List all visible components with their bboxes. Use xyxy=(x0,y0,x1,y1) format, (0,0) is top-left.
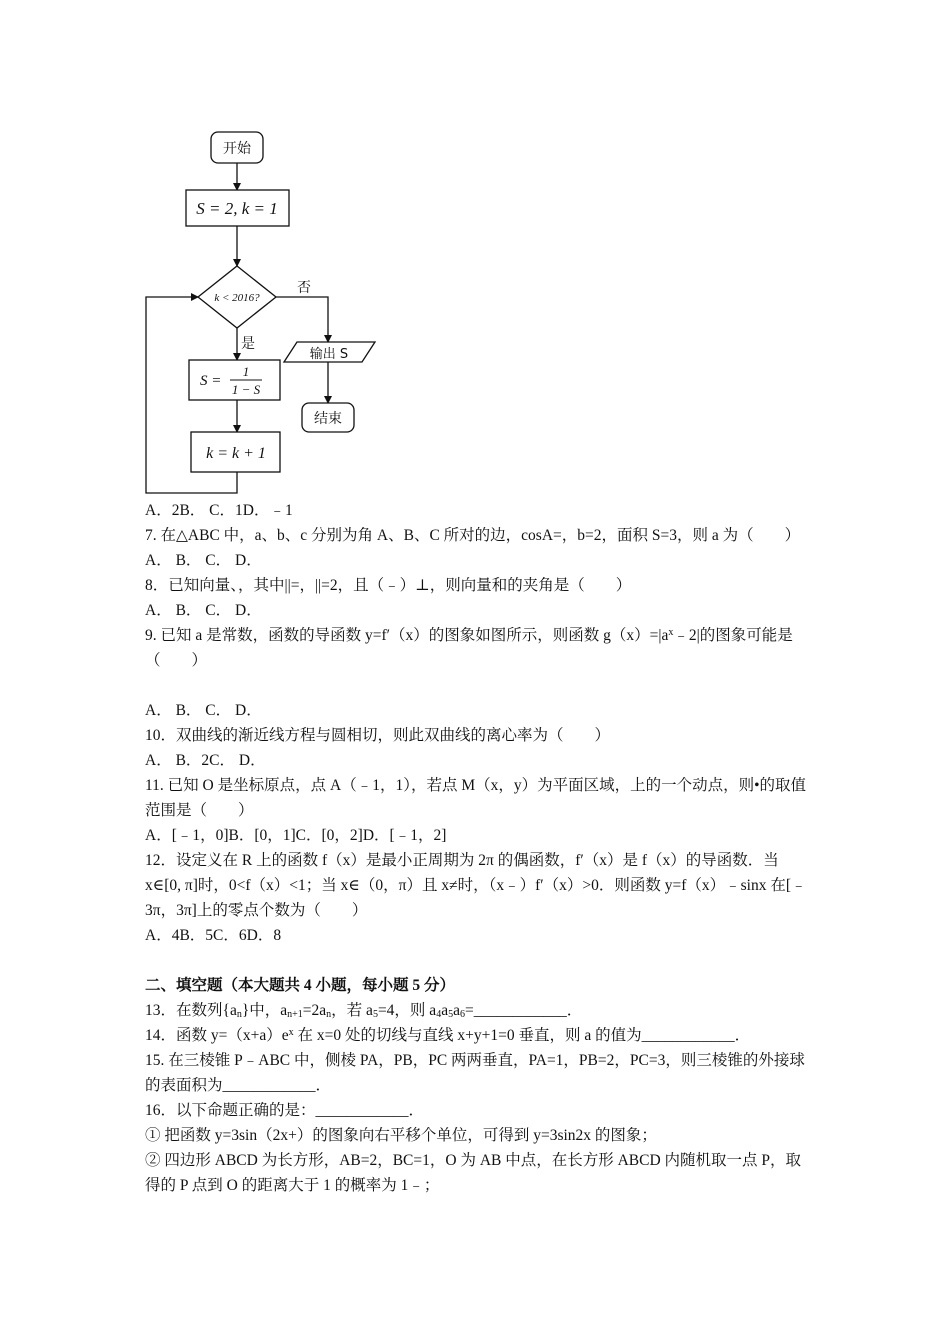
q15-stem: 15. 在三棱锥 P﹣ABC 中，侧棱 PA，PB，PC 两两垂直，PA=1，PB=2，PC=3，则三棱锥的外接球的表面积为____________． xyxy=(145,1052,805,1094)
q7-stem: 7. 在△ABC 中，a、b、c 分别为角 A、B、C 所对的边，cosA=，b=2，面积 S=3，则 a 为（ ） xyxy=(145,527,801,544)
q8-options: A． B． C． D． xyxy=(145,602,262,619)
flowchart-end-label: 结束 xyxy=(314,411,342,427)
flowchart-update-lhs: S = xyxy=(200,373,222,389)
q8-stem: 8．已知向量、，其中||=，||=2，且（﹣）⊥，则向量和的夹角是（ ） xyxy=(145,577,632,594)
q16-stem: 16．以下命题正确的是：____________． xyxy=(145,1102,425,1119)
flowchart-diagram xyxy=(140,128,390,498)
blank-line xyxy=(145,673,815,698)
flowchart-condition-label: k < 2016? xyxy=(214,292,260,304)
q12-stem: 12．设定义在 R 上的函数 f（x）是最小正周期为 2π 的偶函数，f′（x）是 f（x）的导函数．当 x∈[0, π]时，0<f（x）<1；当 x∈（0，π）且 x≠时，（x﹣）f′（x）>0．则函数 y=f（x）﹣sinx 在[﹣3π，3π]上的零点个数为（ ） xyxy=(145,852,807,919)
q11-stem: 11. 已知 O 是坐标原点，点 A（﹣1，1），若点 M（x，y）为平面区域，上的一个动点，则•的取值范围是（ ） xyxy=(145,777,807,819)
q6-options: A．2B． C．1D．﹣1 xyxy=(145,502,293,519)
q13-stem: 13．在数列$\{a_n\}$中，$a_{n+1}=2a_n$，若 $a_5=4$，则 $a_4a_5a_6=\_\_\_\_\_\_\_\_\_\_\_\_$． xyxy=(145,1002,583,1020)
q9-options: A． B． C． D． xyxy=(145,702,262,719)
blank-line xyxy=(145,948,815,973)
flowchart-init-label: S = 2, k = 1 xyxy=(196,199,278,218)
q10-options: A． B．2C． D． xyxy=(145,752,266,769)
q10-stem: 10．双曲线的渐近线方程与圆相切，则此双曲线的离心率为（ ） xyxy=(145,727,611,744)
flowchart-arrow-no xyxy=(276,297,328,342)
flowchart-increment-label: k = k + 1 xyxy=(206,445,266,462)
flowchart-no-label: 否 xyxy=(297,280,311,296)
q12-options: A．4B．5C．6D．8 xyxy=(145,927,282,944)
section-heading: 二、填空题（本大题共 4 小题，每小题 5 分） xyxy=(145,977,456,994)
q14-stem: 14．函数 $y=(x+a)e^x$ 在 x=0 处的切线与直线 x+y+1=0 垂直，则 a 的值为____________． xyxy=(145,1027,751,1044)
q16-statement-2: ② 四边形 ABCD 为长方形，AB=2，BC=1，O 为 AB 中点，在长方形 ABCD 内随机取一点 P，取得的 P 点到 O 的距离大于 1 的概率为 1﹣； xyxy=(145,1152,802,1194)
q11-options: A．[﹣1，0]B．[0，1]C．[0，2]D．[﹣1，2] xyxy=(145,827,447,844)
q9-stem: 9. 已知 a 是常数，函数的导函数 y=f′（x）的图象如图所示，则函数 $g(x)=|a^x﹣2|$的图象可能是（ ） xyxy=(145,627,793,669)
flowchart-yes-label: 是 xyxy=(241,336,255,352)
flowchart-update-denominator: 1 − S xyxy=(231,382,261,397)
flowchart-start-label: 开始 xyxy=(223,141,251,157)
flowchart-update-numerator: 1 xyxy=(242,364,250,379)
q7-options: A． B． C． D． xyxy=(145,552,262,569)
flowchart-output-label: 输出 S xyxy=(309,347,349,362)
q16-statement-1: ① 把函数 y=3sin（2x+）的图象向右平移个单位，可得到 y=3sin2x 的图象； xyxy=(145,1127,657,1144)
question-list xyxy=(145,498,815,1198)
